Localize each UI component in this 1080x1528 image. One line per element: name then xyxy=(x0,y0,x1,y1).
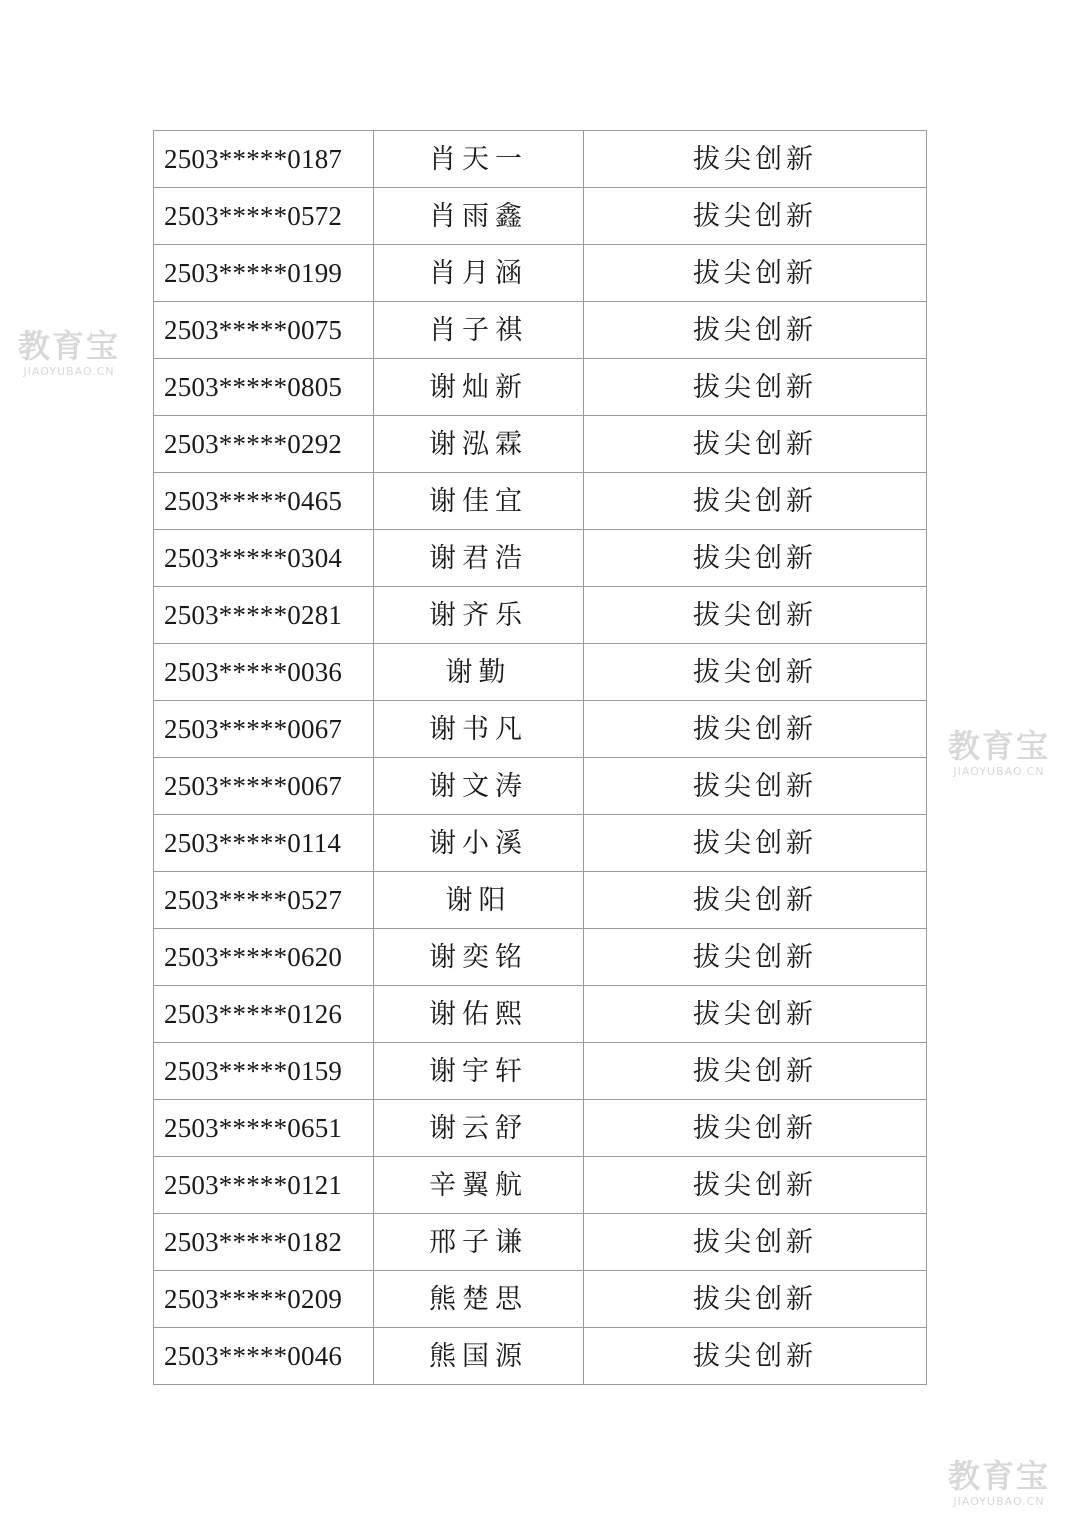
table-row xyxy=(154,1271,927,1328)
table-row xyxy=(154,758,927,815)
student-name-cell: 谢小溪 xyxy=(374,815,584,872)
student-id-cell: 2503*****0067 xyxy=(154,701,374,758)
category-cell: 拔尖创新 xyxy=(584,416,927,473)
student-name-cell: 谢齐乐 xyxy=(374,587,584,644)
table-row xyxy=(154,530,927,587)
table-row xyxy=(154,1214,927,1271)
table-row xyxy=(154,473,927,530)
student-name-cell: 谢佑熙 xyxy=(374,986,584,1043)
student-id-cell: 2503*****0527 xyxy=(154,872,374,929)
table-row xyxy=(154,416,927,473)
category-cell: 拔尖创新 xyxy=(584,1328,927,1385)
student-name-cell: 谢云舒 xyxy=(374,1100,584,1157)
student-id-cell: 2503*****0121 xyxy=(154,1157,374,1214)
student-id-cell: 2503*****0292 xyxy=(154,416,374,473)
table-row xyxy=(154,1043,927,1100)
category-cell: 拔尖创新 xyxy=(584,872,927,929)
category-cell: 拔尖创新 xyxy=(584,359,927,416)
watermark-logo xyxy=(18,327,121,378)
category-cell: 拔尖创新 xyxy=(584,587,927,644)
student-id-cell: 2503*****0651 xyxy=(154,1100,374,1157)
table-row xyxy=(154,929,927,986)
watermark-logo xyxy=(948,727,1051,778)
table-row xyxy=(154,1100,927,1157)
watermark-domain: JIAOYUBAO.CN xyxy=(953,765,1045,778)
student-id-cell: 2503*****0572 xyxy=(154,188,374,245)
table-row xyxy=(154,1157,927,1214)
category-cell: 拔尖创新 xyxy=(584,1100,927,1157)
category-cell: 拔尖创新 xyxy=(584,473,927,530)
admission-table-body xyxy=(154,131,927,1385)
student-id-cell: 2503*****0114 xyxy=(154,815,374,872)
category-cell: 拔尖创新 xyxy=(584,644,927,701)
student-id-cell: 2503*****0465 xyxy=(154,473,374,530)
student-name-cell: 邢子谦 xyxy=(374,1214,584,1271)
student-name-cell: 肖月涵 xyxy=(374,245,584,302)
student-id-cell: 2503*****0199 xyxy=(154,245,374,302)
student-name-cell: 谢阳 xyxy=(374,872,584,929)
student-name-cell: 肖天一 xyxy=(374,131,584,188)
category-cell: 拔尖创新 xyxy=(584,1271,927,1328)
student-id-cell: 2503*****0304 xyxy=(154,530,374,587)
table-row xyxy=(154,701,927,758)
watermark-domain: JIAOYUBAO.CN xyxy=(953,1495,1045,1508)
table-row xyxy=(154,302,927,359)
watermark-text: 教育宝 xyxy=(18,327,121,365)
student-name-cell: 谢勤 xyxy=(374,644,584,701)
category-cell: 拔尖创新 xyxy=(584,245,927,302)
category-cell: 拔尖创新 xyxy=(584,1043,927,1100)
watermark-text: 教育宝 xyxy=(948,1457,1051,1495)
student-name-cell: 熊楚思 xyxy=(374,1271,584,1328)
admission-table xyxy=(153,130,927,1385)
student-name-cell: 肖雨鑫 xyxy=(374,188,584,245)
category-cell: 拔尖创新 xyxy=(584,131,927,188)
table-row xyxy=(154,188,927,245)
category-cell: 拔尖创新 xyxy=(584,815,927,872)
table-row xyxy=(154,986,927,1043)
student-name-cell: 谢宇轩 xyxy=(374,1043,584,1100)
table-row xyxy=(154,587,927,644)
student-id-cell: 2503*****0620 xyxy=(154,929,374,986)
student-name-cell: 肖子祺 xyxy=(374,302,584,359)
category-cell: 拔尖创新 xyxy=(584,758,927,815)
student-id-cell: 2503*****0187 xyxy=(154,131,374,188)
category-cell: 拔尖创新 xyxy=(584,188,927,245)
student-name-cell: 谢泓霖 xyxy=(374,416,584,473)
student-id-cell: 2503*****0159 xyxy=(154,1043,374,1100)
student-name-cell: 谢书凡 xyxy=(374,701,584,758)
student-name-cell: 谢灿新 xyxy=(374,359,584,416)
student-name-cell: 谢文涛 xyxy=(374,758,584,815)
student-id-cell: 2503*****0036 xyxy=(154,644,374,701)
student-id-cell: 2503*****0805 xyxy=(154,359,374,416)
category-cell: 拔尖创新 xyxy=(584,302,927,359)
student-id-cell: 2503*****0182 xyxy=(154,1214,374,1271)
table-row xyxy=(154,644,927,701)
category-cell: 拔尖创新 xyxy=(584,929,927,986)
watermark-domain: JIAOYUBAO.CN xyxy=(23,365,115,378)
student-id-cell: 2503*****0046 xyxy=(154,1328,374,1385)
student-id-cell: 2503*****0209 xyxy=(154,1271,374,1328)
student-name-cell: 谢君浩 xyxy=(374,530,584,587)
student-name-cell: 辛翼航 xyxy=(374,1157,584,1214)
table-row xyxy=(154,815,927,872)
student-id-cell: 2503*****0067 xyxy=(154,758,374,815)
watermark-text: 教育宝 xyxy=(948,727,1051,765)
table-row xyxy=(154,1328,927,1385)
category-cell: 拔尖创新 xyxy=(584,986,927,1043)
student-name-cell: 谢奕铭 xyxy=(374,929,584,986)
table-row xyxy=(154,359,927,416)
watermark-logo xyxy=(948,1457,1051,1508)
table-row xyxy=(154,872,927,929)
table-row xyxy=(154,245,927,302)
student-name-cell: 熊国源 xyxy=(374,1328,584,1385)
category-cell: 拔尖创新 xyxy=(584,701,927,758)
category-cell: 拔尖创新 xyxy=(584,1214,927,1271)
student-name-cell: 谢佳宜 xyxy=(374,473,584,530)
category-cell: 拔尖创新 xyxy=(584,1157,927,1214)
student-id-cell: 2503*****0075 xyxy=(154,302,374,359)
student-id-cell: 2503*****0281 xyxy=(154,587,374,644)
table-row xyxy=(154,131,927,188)
student-id-cell: 2503*****0126 xyxy=(154,986,374,1043)
category-cell: 拔尖创新 xyxy=(584,530,927,587)
